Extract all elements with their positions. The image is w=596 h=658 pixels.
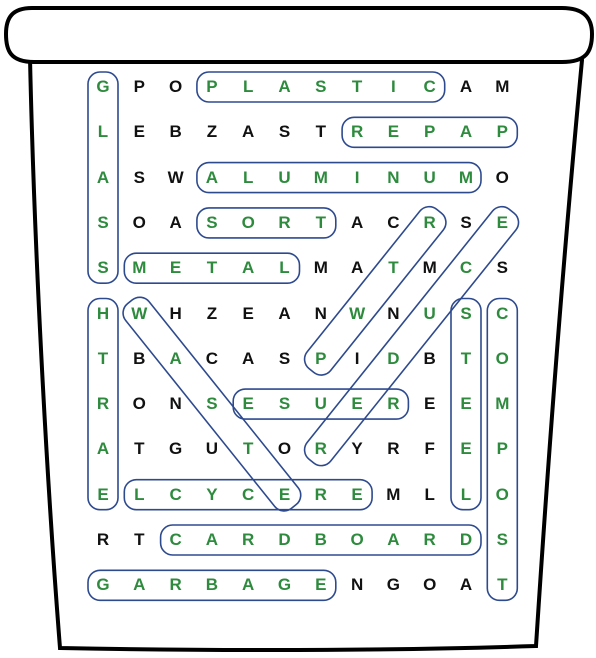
grid-letter[interactable]: W bbox=[131, 303, 148, 323]
grid-letter[interactable]: R bbox=[169, 575, 182, 595]
grid-letter[interactable]: U bbox=[423, 303, 436, 323]
grid-letter[interactable]: Y bbox=[351, 439, 363, 459]
grid-letter[interactable]: B bbox=[169, 122, 182, 142]
grid-letter[interactable]: O bbox=[132, 394, 146, 414]
grid-letter[interactable]: I bbox=[354, 348, 360, 368]
grid-letter[interactable]: H bbox=[169, 303, 182, 323]
grid-letter[interactable]: T bbox=[134, 530, 145, 549]
grid-letter[interactable]: T bbox=[388, 258, 399, 278]
grid-letter[interactable]: S bbox=[496, 530, 508, 549]
grid-letter[interactable]: M bbox=[386, 484, 401, 504]
grid-letter[interactable]: G bbox=[277, 575, 292, 595]
grid-letter[interactable]: T bbox=[315, 122, 326, 142]
grid-letter[interactable]: A bbox=[242, 575, 255, 595]
grid-letter[interactable]: O bbox=[350, 530, 364, 549]
grid-letter[interactable]: C bbox=[423, 77, 436, 96]
grid-letter[interactable]: O bbox=[241, 212, 255, 232]
grid-letter[interactable]: E bbox=[424, 394, 436, 414]
grid-letter[interactable]: T bbox=[351, 77, 363, 96]
grid-letter[interactable]: F bbox=[424, 439, 435, 459]
grid-letter[interactable]: A bbox=[96, 167, 110, 187]
grid-letter[interactable]: M bbox=[422, 258, 437, 278]
grid-letter[interactable]: U bbox=[423, 167, 436, 187]
grid-letter[interactable]: A bbox=[242, 348, 255, 368]
grid-letter[interactable]: D bbox=[387, 348, 400, 368]
grid-letter[interactable]: A bbox=[459, 77, 473, 96]
grid-letter[interactable]: L bbox=[279, 258, 290, 278]
grid-letter[interactable]: L bbox=[424, 484, 435, 504]
grid-letter[interactable]: O bbox=[495, 484, 509, 504]
grid-letter[interactable]: P bbox=[315, 348, 327, 368]
grid-letter[interactable]: R bbox=[314, 439, 327, 459]
grid-letter[interactable]: E bbox=[97, 484, 109, 504]
grid-letter[interactable]: A bbox=[169, 348, 182, 368]
grid-letter[interactable]: R bbox=[387, 439, 400, 459]
grid-letter[interactable]: T bbox=[206, 258, 218, 278]
grid-letter[interactable]: M bbox=[132, 258, 147, 278]
grid-letter[interactable]: S bbox=[133, 167, 145, 187]
grid-letter[interactable]: A bbox=[278, 77, 291, 96]
grid-letter[interactable]: S bbox=[460, 303, 472, 323]
grid-letter[interactable]: C bbox=[459, 258, 473, 278]
grid-letter[interactable]: L bbox=[242, 167, 254, 187]
grid-letter[interactable]: I bbox=[391, 77, 396, 96]
grid-letter[interactable]: O bbox=[423, 575, 437, 595]
grid-letter[interactable]: B bbox=[205, 575, 219, 595]
grid-letter[interactable]: U bbox=[205, 439, 219, 459]
grid-letter[interactable]: P bbox=[133, 77, 145, 96]
grid-letter[interactable]: O bbox=[277, 439, 292, 459]
grid-letter[interactable]: D bbox=[459, 530, 473, 549]
grid-letter[interactable]: E bbox=[242, 394, 254, 414]
grid-letter[interactable]: P bbox=[206, 77, 218, 96]
grid-letter[interactable]: N bbox=[350, 575, 364, 595]
grid-letter[interactable]: C bbox=[169, 484, 182, 504]
grid-letter[interactable]: A bbox=[205, 167, 219, 187]
grid-letter[interactable]: R bbox=[423, 212, 436, 232]
grid-letter[interactable]: E bbox=[496, 212, 508, 232]
grid-letter[interactable]: G bbox=[96, 575, 110, 595]
grid-letter[interactable]: C bbox=[242, 484, 255, 504]
grid-letter[interactable]: Z bbox=[206, 122, 218, 142]
grid-letter[interactable]: O bbox=[495, 348, 509, 368]
grid-letter[interactable]: N bbox=[169, 394, 182, 414]
grid-letter[interactable]: L bbox=[242, 77, 254, 96]
grid-letter[interactable]: S bbox=[278, 348, 291, 368]
grid-letter[interactable]: A bbox=[205, 530, 219, 549]
grid-letter[interactable]: C bbox=[205, 348, 219, 368]
grid-letter[interactable]: Y bbox=[206, 484, 218, 504]
grid-letter[interactable]: O bbox=[132, 212, 146, 232]
grid-letter[interactable]: A bbox=[278, 303, 291, 323]
grid-letter[interactable]: T bbox=[242, 439, 254, 459]
grid-letter[interactable]: R bbox=[387, 394, 400, 414]
grid-letter[interactable]: S bbox=[97, 258, 109, 278]
grid-letter[interactable]: E bbox=[351, 394, 363, 414]
grid-letter[interactable]: E bbox=[278, 484, 291, 504]
grid-letter[interactable]: M bbox=[495, 77, 510, 96]
grid-letter[interactable]: T bbox=[315, 212, 326, 232]
grid-letter[interactable]: M bbox=[313, 258, 328, 278]
grid-letter[interactable]: U bbox=[314, 394, 327, 414]
grid-letter[interactable]: E bbox=[242, 303, 254, 323]
grid-letter[interactable]: R bbox=[423, 530, 436, 549]
grid-letter[interactable]: A bbox=[242, 258, 255, 278]
grid-letter[interactable]: S bbox=[460, 212, 472, 232]
grid-letter[interactable]: O bbox=[495, 167, 509, 187]
grid-letter[interactable]: S bbox=[97, 212, 109, 232]
grid-letter[interactable]: R bbox=[96, 394, 110, 414]
grid-letter[interactable]: A bbox=[96, 439, 110, 459]
grid-letter[interactable]: A bbox=[350, 212, 364, 232]
grid-letter[interactable]: E bbox=[169, 258, 182, 278]
grid-letter[interactable]: D bbox=[278, 530, 291, 549]
grid-letter[interactable]: T bbox=[460, 348, 472, 368]
grid-letter[interactable]: B bbox=[314, 530, 327, 549]
grid-letter[interactable]: R bbox=[350, 122, 364, 142]
grid-letter[interactable]: S bbox=[206, 212, 218, 232]
grid-letter[interactable]: T bbox=[497, 575, 508, 595]
grid-letter[interactable]: E bbox=[351, 484, 363, 504]
grid-letter[interactable]: C bbox=[387, 212, 400, 232]
grid-letter[interactable]: C bbox=[496, 303, 509, 323]
grid-letter[interactable]: A bbox=[133, 575, 146, 595]
grid-letter[interactable]: A bbox=[350, 258, 364, 278]
grid-letter[interactable]: P bbox=[496, 439, 508, 459]
grid-letter[interactable]: R bbox=[242, 530, 255, 549]
grid-letter[interactable]: N bbox=[387, 167, 400, 187]
grid-letter[interactable]: P bbox=[496, 122, 508, 142]
grid-letter[interactable]: U bbox=[278, 167, 291, 187]
grid-letter[interactable]: S bbox=[278, 394, 291, 414]
grid-letter[interactable]: S bbox=[206, 394, 218, 414]
grid-letter[interactable]: A bbox=[459, 122, 473, 142]
grid-letter[interactable]: B bbox=[133, 348, 146, 368]
grid-letter[interactable]: A bbox=[169, 212, 182, 232]
grid-letter[interactable]: L bbox=[97, 122, 109, 142]
grid-letter[interactable]: M bbox=[458, 167, 474, 187]
grid-letter[interactable]: G bbox=[96, 77, 110, 96]
grid-letter[interactable]: R bbox=[314, 484, 327, 504]
grid-letter[interactable]: M bbox=[313, 167, 328, 187]
grid-letter[interactable]: T bbox=[97, 348, 109, 368]
grid-letter[interactable]: C bbox=[169, 530, 182, 549]
grid-letter[interactable]: G bbox=[168, 439, 183, 459]
grid-letter[interactable]: O bbox=[168, 77, 183, 96]
grid-letter[interactable]: S bbox=[278, 122, 291, 142]
grid-letter[interactable]: A bbox=[387, 530, 400, 549]
grid-letter[interactable]: T bbox=[134, 439, 145, 459]
grid-letter[interactable]: S bbox=[315, 77, 327, 96]
grid-letter[interactable]: G bbox=[386, 575, 400, 595]
grid-letter[interactable]: W bbox=[349, 303, 366, 323]
grid-letter[interactable]: W bbox=[167, 167, 184, 187]
grid-letter[interactable]: E bbox=[133, 122, 145, 142]
grid-letter[interactable]: E bbox=[315, 575, 327, 595]
grid-letter[interactable]: R bbox=[278, 212, 291, 232]
grid-letter[interactable]: A bbox=[242, 122, 255, 142]
grid-letter[interactable]: E bbox=[460, 439, 472, 459]
grid-letter[interactable]: E bbox=[387, 122, 400, 142]
grid-letter[interactable]: B bbox=[423, 348, 436, 368]
grid-letter[interactable]: N bbox=[314, 303, 327, 323]
grid-letter[interactable]: R bbox=[96, 530, 110, 549]
grid-letter[interactable]: A bbox=[459, 575, 473, 595]
grid-letter[interactable]: S bbox=[496, 258, 508, 278]
grid-letter[interactable]: L bbox=[460, 484, 472, 504]
grid-letter[interactable]: E bbox=[460, 394, 472, 414]
grid-letter[interactable]: I bbox=[354, 167, 360, 187]
grid-letter[interactable]: N bbox=[387, 303, 400, 323]
grid-letter[interactable]: M bbox=[495, 394, 510, 414]
grid-letter[interactable]: P bbox=[424, 122, 436, 142]
grid-letter[interactable]: H bbox=[96, 303, 110, 323]
grid-letter[interactable]: L bbox=[134, 484, 145, 504]
grid-letter[interactable]: Z bbox=[206, 303, 218, 323]
